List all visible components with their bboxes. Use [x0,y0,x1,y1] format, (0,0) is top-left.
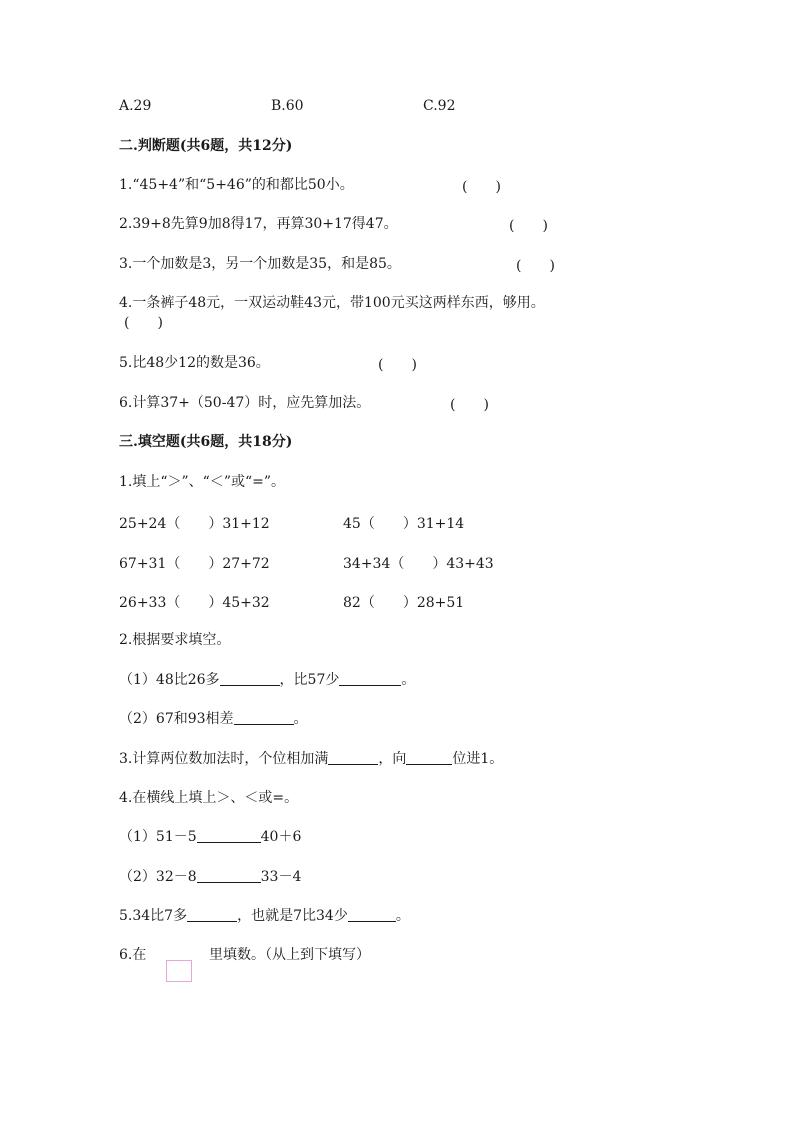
answer-blank[interactable] [348,907,396,922]
judge-question-4: 4.一条裤子48元，一双运动鞋43元，带100元买这两样东西，够用。 [119,295,545,311]
judge-question-3: 3.一个加数是3，另一个加数是35，和是85。 [119,256,401,272]
answer-box[interactable] [166,960,192,982]
judge-answer-paren-6[interactable]: ( ) [450,397,489,413]
compare-item[interactable]: 34+34（ ）43+43 [343,556,494,572]
fill-question-4-title: 4.在横线上填上＞、＜或=。 [119,790,299,806]
judge-answer-paren-1[interactable]: ( ) [462,179,501,195]
fill-question-6-text: 里填数。（从上到下填写） [209,947,370,963]
answer-blank[interactable] [339,671,401,686]
compare-item[interactable]: 25+24（ ）31+12 [119,516,270,532]
option-c: C.92 [423,98,456,114]
fill-question-2-title: 2.根据要求填空。 [119,632,231,648]
answer-blank[interactable] [234,710,294,725]
compare-item[interactable]: 67+31（ ）27+72 [119,556,270,572]
fill-question-1-title: 1.填上“＞”、“＜”或“=”。 [119,474,286,490]
fill-question-2-part-1: （1）48比26多 ，比57少 。 [119,672,416,688]
judge-answer-paren-5[interactable]: ( ) [378,357,417,373]
section-2-heading: 二.判断题(共6题，共12分) [119,138,293,154]
option-b: B.60 [271,98,304,114]
compare-item[interactable]: 82（ ）28+51 [343,595,465,611]
fill-question-5: 5.34比7多 ，也就是7比34少 。 [119,908,410,924]
fill-question-6-label: 6.在 [119,947,147,963]
fill-question-4-part-2: （2）32－8 33－4 [119,869,302,885]
answer-blank[interactable] [220,671,280,686]
judge-answer-paren-4[interactable]: ( ) [124,315,163,331]
judge-answer-paren-3[interactable]: ( ) [516,258,555,274]
option-a: A.29 [119,98,152,114]
compare-item[interactable]: 45（ ）31+14 [343,516,465,532]
fill-question-3: 3.计算两位数加法时，个位相加满 ，向 位进1。 [119,751,504,767]
judge-answer-paren-2[interactable]: ( ) [509,218,548,234]
answer-blank[interactable] [197,868,261,883]
section-3-heading: 三.填空题(共6题，共18分) [119,434,293,450]
judge-question-2: 2.39+8先算9加8得17，再算30+17得47。 [119,216,398,232]
fill-question-4-part-1: （1）51－5 40＋6 [119,829,302,845]
judge-question-5: 5.比48少12的数是36。 [119,355,270,371]
judge-question-1: 1.“45+4”和“5+46”的和都比50小。 [119,177,354,193]
answer-blank[interactable] [187,907,237,922]
compare-item[interactable]: 26+33（ ）45+32 [119,595,270,611]
fill-question-2-part-2: （2）67和93相差 。 [119,711,308,727]
judge-question-6: 6.计算37+（50-47）时，应先算加法。 [119,395,371,411]
answer-blank[interactable] [197,828,261,843]
answer-blank[interactable] [328,750,378,765]
answer-blank[interactable] [406,750,452,765]
